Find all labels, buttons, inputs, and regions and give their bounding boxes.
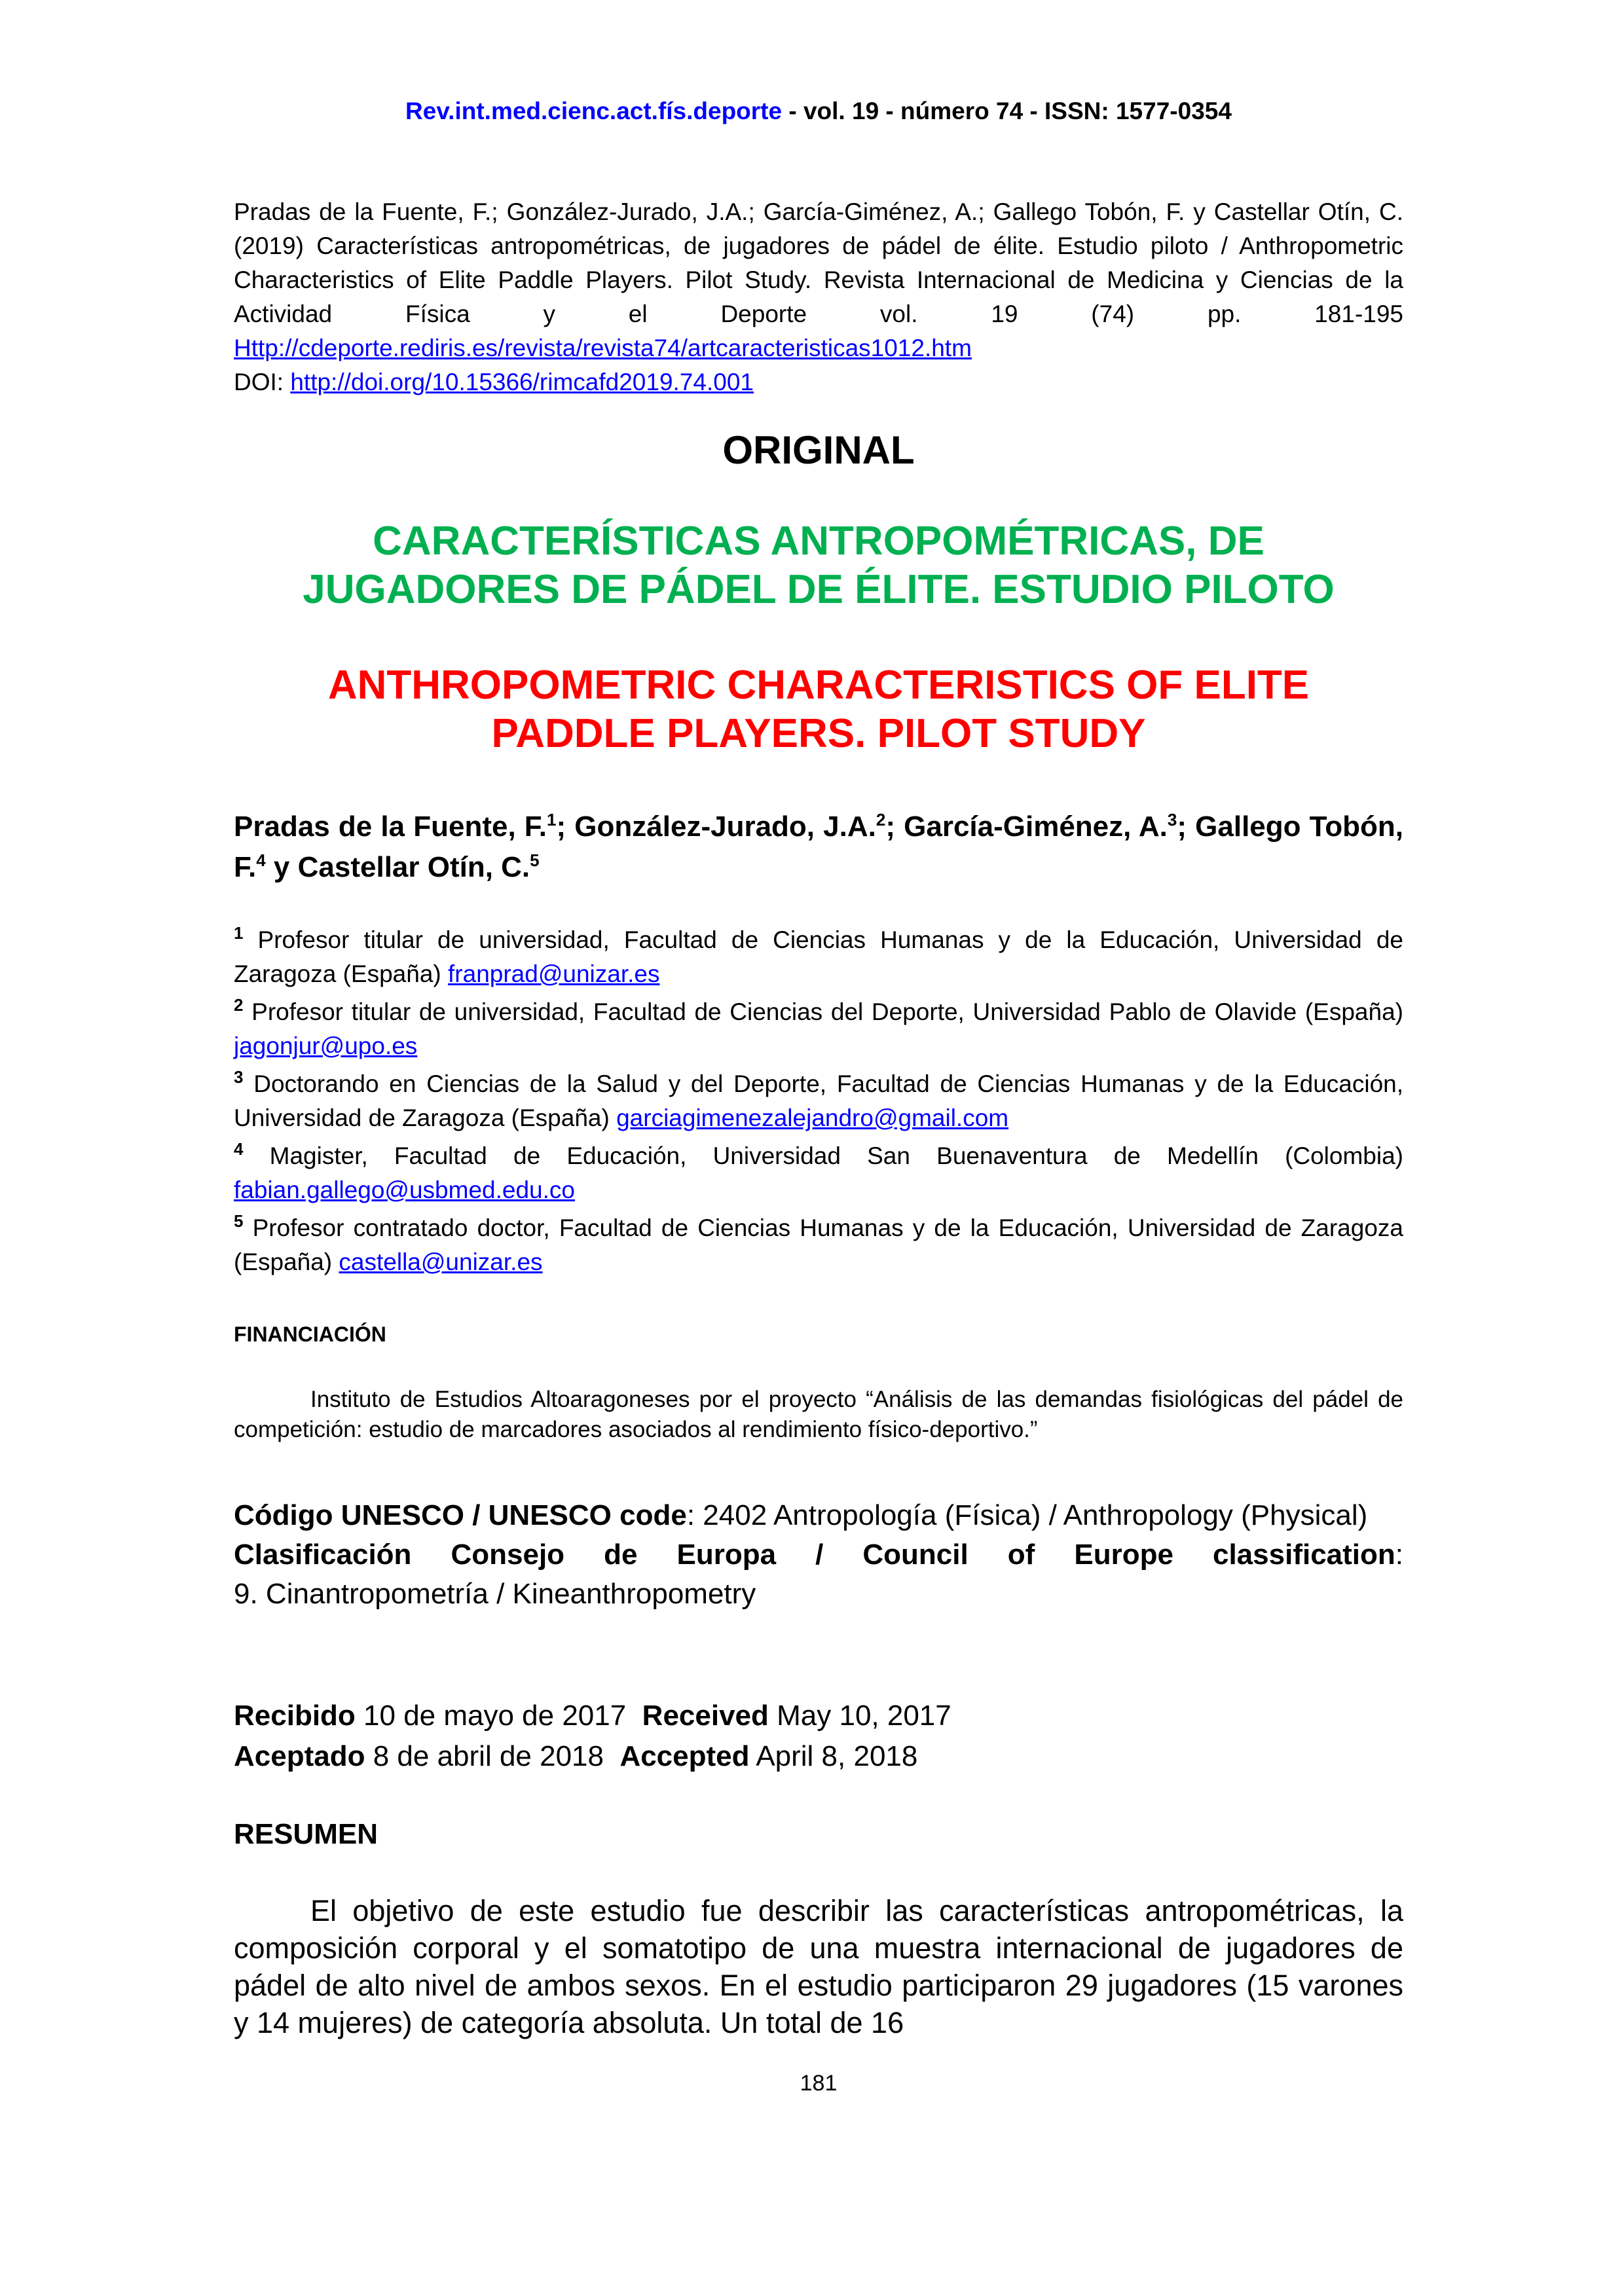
council-classification-colon: : (1395, 1539, 1403, 1571)
received-es-value: 10 de mayo de 2017 (355, 1700, 642, 1732)
affiliation-item (234, 995, 1403, 1063)
email-link[interactable]: fabian.gallego@usbmed.edu.co (234, 1176, 575, 1203)
title-english-line: PADDLE PLAYERS. PILOT STUDY (491, 711, 1146, 756)
abstract-heading: RESUMEN (234, 1818, 378, 1850)
author-separator: ; (556, 811, 575, 843)
accepted-en-label: Accepted (619, 1740, 750, 1772)
email-link[interactable]: castella@unizar.es (339, 1248, 543, 1275)
author-name: Gallego Tobón, F. (234, 811, 1404, 883)
accepted-es-value: 8 de abril de 2018 (365, 1740, 620, 1772)
author-affiliation-mark: 3 (1167, 810, 1177, 829)
doi-link[interactable]: http://doi.org/10.15366/rimcafd2019.74.001 (290, 369, 754, 395)
author-affiliation-mark: 2 (876, 810, 886, 829)
council-classification-label: Clasificación Consejo de Europa / Council of Europe classification (234, 1539, 1395, 1571)
article-type: ORIGINAL (722, 428, 915, 472)
author-affiliation-mark: 1 (547, 810, 557, 829)
submission-dates (234, 1696, 1403, 1777)
author-affiliation-mark: 5 (530, 850, 540, 870)
journal-details: - vol. 19 - número 74 - ISSN: 1577-0354 (782, 98, 1232, 124)
affiliation-number: 5 (234, 1211, 244, 1231)
doi-label: DOI: (234, 369, 291, 395)
title-english-line: ANTHROPOMETRIC CHARACTERISTICS OF ELITE (327, 663, 1310, 708)
author-name: González-Jurado, J.A. (574, 811, 876, 843)
title-spanish (234, 517, 1403, 614)
affiliation-text: Doctorando en Ciencias de la Salud y del Deporte, Facultad de Ciencias Humanas y de la Educación, Universidad de Zaragoza (España) (234, 1070, 1403, 1131)
author-separator: ; (885, 811, 904, 843)
affiliation-text: Magister, Facultad de Educación, Universidad San Buenaventura de Medellín (Colombia) (243, 1142, 1403, 1169)
affiliation-item (234, 923, 1403, 991)
author-name: Castellar Otín, C. (297, 851, 530, 883)
affiliation-item (234, 1211, 1403, 1279)
received-en-value: May 10, 2017 (768, 1700, 951, 1732)
author-separator: y (265, 851, 298, 883)
email-link[interactable]: jagonjur@upo.es (234, 1032, 418, 1059)
received-date (234, 1696, 1403, 1736)
affiliation-number: 1 (234, 923, 244, 943)
classification-codes (234, 1496, 1403, 1614)
affiliation-text: Profesor contratado doctor, Facultad de Ciencias Humanas y de la Educación, Universidad de Zaragoza (España) (234, 1214, 1403, 1275)
council-classification-value: 9. Cinantropometría / Kineanthropometry (234, 1578, 756, 1610)
council-classification (234, 1535, 1403, 1575)
affiliation-number: 2 (234, 995, 244, 1015)
page-number: 181 (800, 2071, 838, 2096)
affiliation-text: Profesor titular de universidad, Facultad de Ciencias del Deporte, Universidad Pablo de Olavide (España) (243, 998, 1403, 1025)
citation-block (234, 195, 1403, 399)
email-link[interactable]: franprad@unizar.es (448, 960, 660, 987)
author-affiliation-mark: 4 (256, 850, 266, 870)
received-en-label: Received (642, 1700, 769, 1732)
title-spanish-line: CARACTERÍSTICAS ANTROPOMÉTRICAS, DE (373, 519, 1264, 564)
author-name: García-Giménez, A. (904, 811, 1168, 843)
accepted-es-label: Aceptado (234, 1740, 365, 1772)
email-link[interactable]: garciagimenezalejandro@gmail.com (616, 1104, 1009, 1131)
author-separator: ; (1177, 811, 1196, 843)
unesco-code (234, 1496, 1403, 1535)
funding-text: Instituto de Estudios Altoaragoneses por el proyecto “Análisis de las demandas fisiológicas del pádel de competición: estudio de marcadores asociados al rendimiento físico-deportivo.” (234, 1387, 1403, 1442)
affiliation-number: 4 (234, 1139, 244, 1159)
abstract-text: El objetivo de este estudio fue describir las características antropométricas, la composición corporal y el somatotipo de una muestra internacional de jugadores de pádel de alto nivel de ambos sexos. En el estudio participaron 29 jugadores (15 varones y 14 mujeres) de categoría absoluta. Un total de 16 (234, 1894, 1403, 2039)
received-es-label: Recibido (234, 1700, 356, 1732)
funding-heading: FINANCIACIÓN (234, 1322, 386, 1346)
affiliation-number: 3 (234, 1067, 244, 1087)
citation-text: Pradas de la Fuente, F.; González-Jurado, J.A.; García-Giménez, A.; Gallego Tobón, F. y Castellar Otín, C. (2019) Características antropométricas, de jugadores de pádel de élite. Estudio piloto / Anthropometric Characteristics of Elite Paddle Players. Pilot Study. Revista Internacional de Medicina y Ciencias de la Actividad Física y el Deporte vol. 19 (74) pp. 181-195 (234, 198, 1403, 327)
author-name: Pradas de la Fuente, F. (234, 811, 547, 843)
affiliations-list (234, 923, 1403, 1283)
title-english (234, 661, 1403, 758)
article-url-link[interactable]: Http://cdeporte.rediris.es/revista/revista74/artcaracteristicas1012.htm (234, 335, 972, 361)
unesco-code-label: Código UNESCO / UNESCO code (234, 1499, 687, 1531)
accepted-date (234, 1736, 1403, 1777)
running-header (234, 97, 1403, 126)
affiliation-text: Profesor titular de universidad, Facultad de Ciencias Humanas y de la Educación, Universidad de Zaragoza (España) (234, 926, 1403, 987)
journal-name: Rev.int.med.cienc.act.fís.deporte (405, 98, 783, 124)
author-list (234, 807, 1403, 888)
affiliation-item (234, 1139, 1403, 1207)
affiliation-item (234, 1067, 1403, 1135)
unesco-code-value: : 2402 Antropología (Física) / Anthropology (Physical) (686, 1499, 1368, 1531)
accepted-en-value: April 8, 2018 (749, 1740, 918, 1772)
title-spanish-line: JUGADORES DE PÁDEL DE ÉLITE. ESTUDIO PILOTO (303, 567, 1335, 612)
